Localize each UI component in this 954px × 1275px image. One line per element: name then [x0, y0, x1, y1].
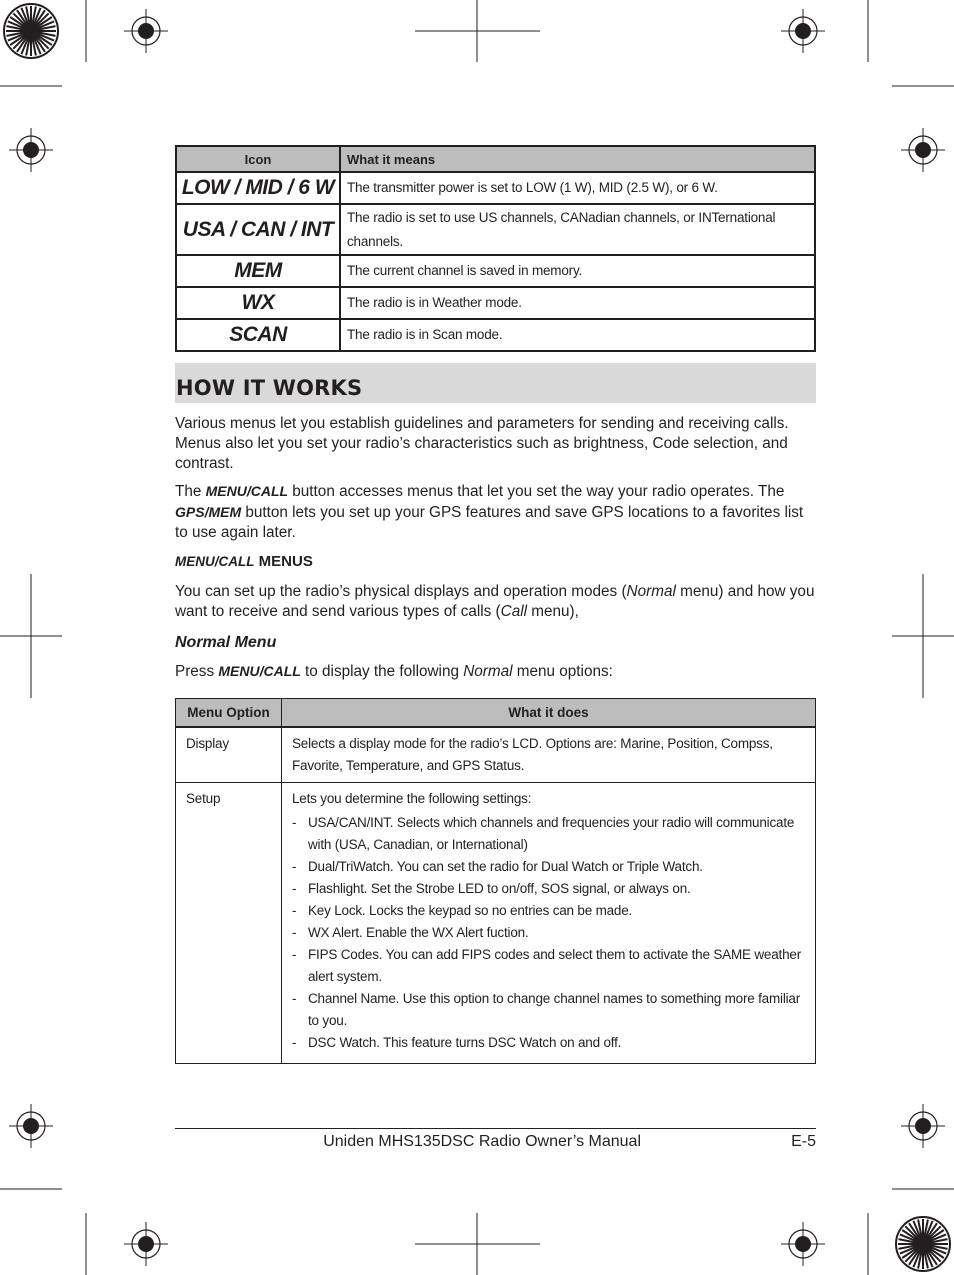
table-row — [176, 287, 815, 319]
menu-option-name: Display — [176, 727, 282, 783]
menu-option-description — [282, 783, 816, 1064]
column-header-meaning: What it means — [340, 146, 815, 172]
icon-table-header — [176, 146, 815, 172]
table-row — [176, 204, 815, 255]
column-header-icon: Icon — [176, 146, 340, 172]
menu-call-key: MENU/CALL — [175, 554, 255, 569]
table-row — [176, 255, 815, 287]
menu-table-header — [176, 699, 816, 728]
text-span: menu) and how you want to receive and send various types of calls ( — [175, 583, 815, 620]
list-item: - Flashlight. Set the Strobe LED to on/off, SOS signal, or always on. — [292, 878, 805, 900]
icon-meaning: The radio is in Scan mode. — [340, 319, 815, 351]
table-row — [176, 783, 816, 1064]
text-span: menu), — [527, 603, 579, 620]
icon-meaning: The radio is set to use US channels, CANadian channels, or INTernational channels. — [340, 204, 815, 255]
list-item: - WX Alert. Enable the WX Alert fuction. — [292, 922, 805, 944]
text-span: The — [175, 483, 206, 500]
menu-call-key: MENU/CALL — [218, 663, 301, 679]
table-row — [176, 172, 815, 204]
icon-table — [175, 145, 816, 352]
menus-heading-text: MENUS — [254, 553, 313, 570]
icon-label: USA / CAN / INT — [176, 204, 340, 255]
section-title: HOW IT WORKS — [176, 376, 363, 400]
setup-settings-list — [292, 812, 805, 1054]
page-number: E-5 — [791, 1133, 816, 1150]
text-span: button accesses menus that let you set the way your radio operates. The — [288, 483, 785, 500]
icon-meaning: The radio is in Weather mode. — [340, 287, 815, 319]
list-item: - USA/CAN/INT. Selects which channels and frequencies your radio will communicate with (USA, Canadian, or International) — [292, 812, 805, 856]
normal-menu-paragraph — [175, 661, 815, 682]
menu-option-name: Setup — [176, 783, 282, 1064]
call-term: Call — [500, 603, 528, 620]
normal-menu-heading: Normal Menu — [175, 634, 277, 651]
text-span: button lets you set up your GPS features and save GPS locations to a favorites list to use again later. — [175, 504, 804, 541]
text-span: menu options: — [512, 663, 613, 680]
footer-title: Uniden MHS135DSC Radio Owner’s Manual — [323, 1133, 641, 1150]
icon-label: WX — [176, 287, 340, 319]
list-item: - Key Lock. Locks the keypad so no entries can be made. — [292, 900, 805, 922]
icon-meaning: The transmitter power is set to LOW (1 W), MID (2.5 W), or 6 W. — [340, 172, 815, 204]
footer-rule — [175, 1128, 816, 1129]
list-item: - FIPS Codes. You can add FIPS codes and select them to activate the SAME weather alert system. — [292, 944, 805, 988]
icon-meaning: The current channel is saved in memory. — [340, 255, 815, 287]
menus-paragraph — [175, 582, 815, 622]
menu-call-key: MENU/CALL — [205, 483, 289, 499]
text-span: Press — [175, 663, 219, 680]
menu-options-table — [175, 698, 816, 1064]
table-row — [176, 319, 815, 351]
icon-label: SCAN — [176, 319, 340, 351]
text-span: to display the following — [300, 663, 464, 680]
gps-mem-key: GPS/MEM — [175, 504, 242, 520]
icon-label: MEM — [176, 255, 340, 287]
icon-label: LOW / MID / 6 W — [176, 172, 340, 204]
menus-heading — [175, 553, 313, 570]
normal-term: Normal — [626, 583, 676, 600]
menu-option-description: Selects a display mode for the radio’s LCD. Options are: Marine, Position, Compss, Favorite, Temperature, and GPS Status. — [282, 727, 816, 783]
list-item: - Dual/TriWatch. You can set the radio for Dual Watch or Triple Watch. — [292, 856, 805, 878]
setup-intro: Lets you determine the following settings: — [292, 791, 532, 806]
column-header-menu-option: Menu Option — [176, 699, 282, 728]
text-span: You can set up the radio’s physical displays and operation modes ( — [175, 583, 627, 600]
table-row — [176, 727, 816, 783]
column-header-what-it-does: What it does — [282, 699, 816, 728]
intro-paragraph: Various menus let you establish guidelines and parameters for sending and receiving calls. Menus also let you set your radio’s characteristics such as brightness, Code selection, and contrast. — [175, 415, 789, 472]
list-item: - Channel Name. Use this option to change channel names to something more familiar to you. — [292, 988, 805, 1032]
list-item: - DSC Watch. This feature turns DSC Watch on and off. — [292, 1032, 805, 1054]
buttons-paragraph — [175, 481, 815, 543]
normal-term: Normal — [463, 663, 513, 680]
